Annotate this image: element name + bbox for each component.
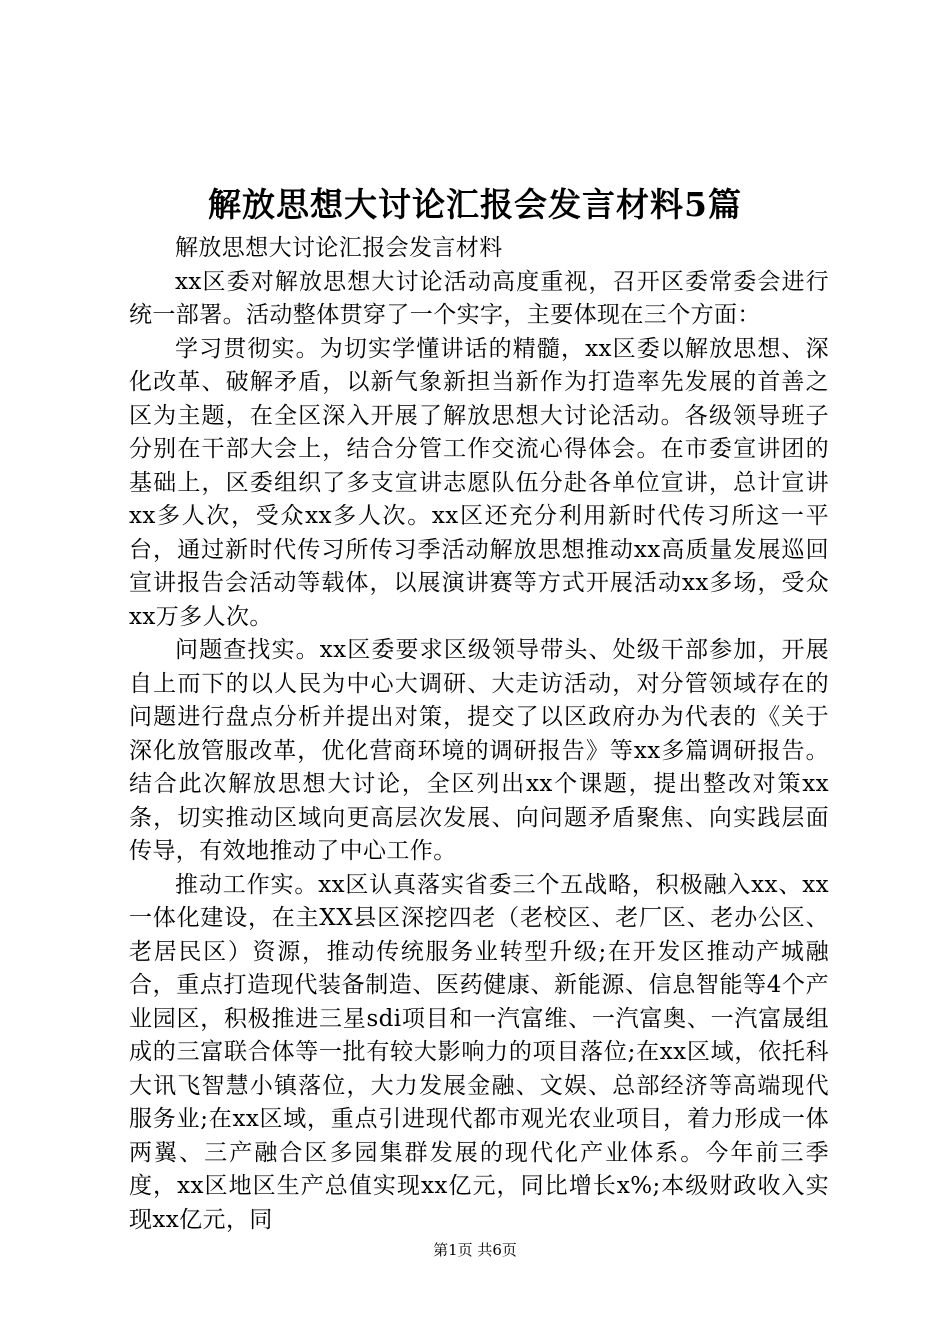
page-number-footer: 第1页 共6页 xyxy=(433,1241,517,1259)
document-title: 解放思想大讨论汇报会发言材料5篇 xyxy=(208,185,742,224)
body-paragraph: xx区委对解放思想大讨论活动高度重视，召开区委常委会进行统一部署。活动整体贯穿了一个实字，主要体现在三个方面： xyxy=(129,268,829,328)
body-paragraph: 问题查找实。xx区委要求区级领导带头、处级干部参加，开展自上而下的以人民为中心大调研、大走访活动，对分管领域存在的问题进行盘点分析并提出对策，提交了以区政府办为代表的《关于深化放管服改革，优化营商环境的调研报告》等xx多篇调研报告。结合此次解放思想大讨论，全区列出xx个课题，提出整改对策xx条，切实推动区域向更高层次发展、向问题矛盾聚焦、向实践层面传导，有效地推动了中心工作。 xyxy=(129,637,829,864)
document-body xyxy=(129,232,829,1237)
body-paragraph: 推动工作实。xx区认真落实省委三个五战略，积极融入xx、xx一体化建设，在主XX县区深挖四老（老校区、老厂区、老办公区、老居民区）资源，推动传统服务业转型升级;在开发区推动产城融合，重点打造现代装备制造、医药健康、新能源、信息智能等4个产业园区，积极推进三星sdi项目和一汽富维、一汽富奥、一汽富晟组成的三富联合体等一批有较大影响力的项目落位;在xx区域，依托科大讯飞智慧小镇落位，大力发展金融、文娱、总部经济等高端现代服务业;在xx区域，重点引进现代都市观光农业项目，着力形成一体两翼、三产融合区多园集群发展的现代化产业体系。今年前三季度，xx区地区生产总值实现xx亿元，同比增长x%;本级财政收入实现xx亿元，同 xyxy=(129,871,829,1233)
subtitle-paragraph: 解放思想大讨论汇报会发言材料 xyxy=(175,235,503,261)
body-paragraph: 学习贯彻实。为切实学懂讲话的精髓，xx区委以解放思想、深化改革、破解矛盾，以新气象新担当新作为打造率先发展的首善之区为主题，在全区深入开展了解放思想大讨论活动。各级领导班子分别在干部大会上，结合分管工作交流心得体会。在市委宣讲团的基础上，区委组织了多支宣讲志愿队伍分赴各单位宣讲，总计宣讲xx多人次，受众xx多人次。xx区还充分利用新时代传习所这一平台，通过新时代传习所传习季活动解放思想推动xx高质量发展巡回宣讲报告会活动等载体，以展演讲赛等方式开展活动xx多场，受众xx万多人次。 xyxy=(129,335,829,630)
